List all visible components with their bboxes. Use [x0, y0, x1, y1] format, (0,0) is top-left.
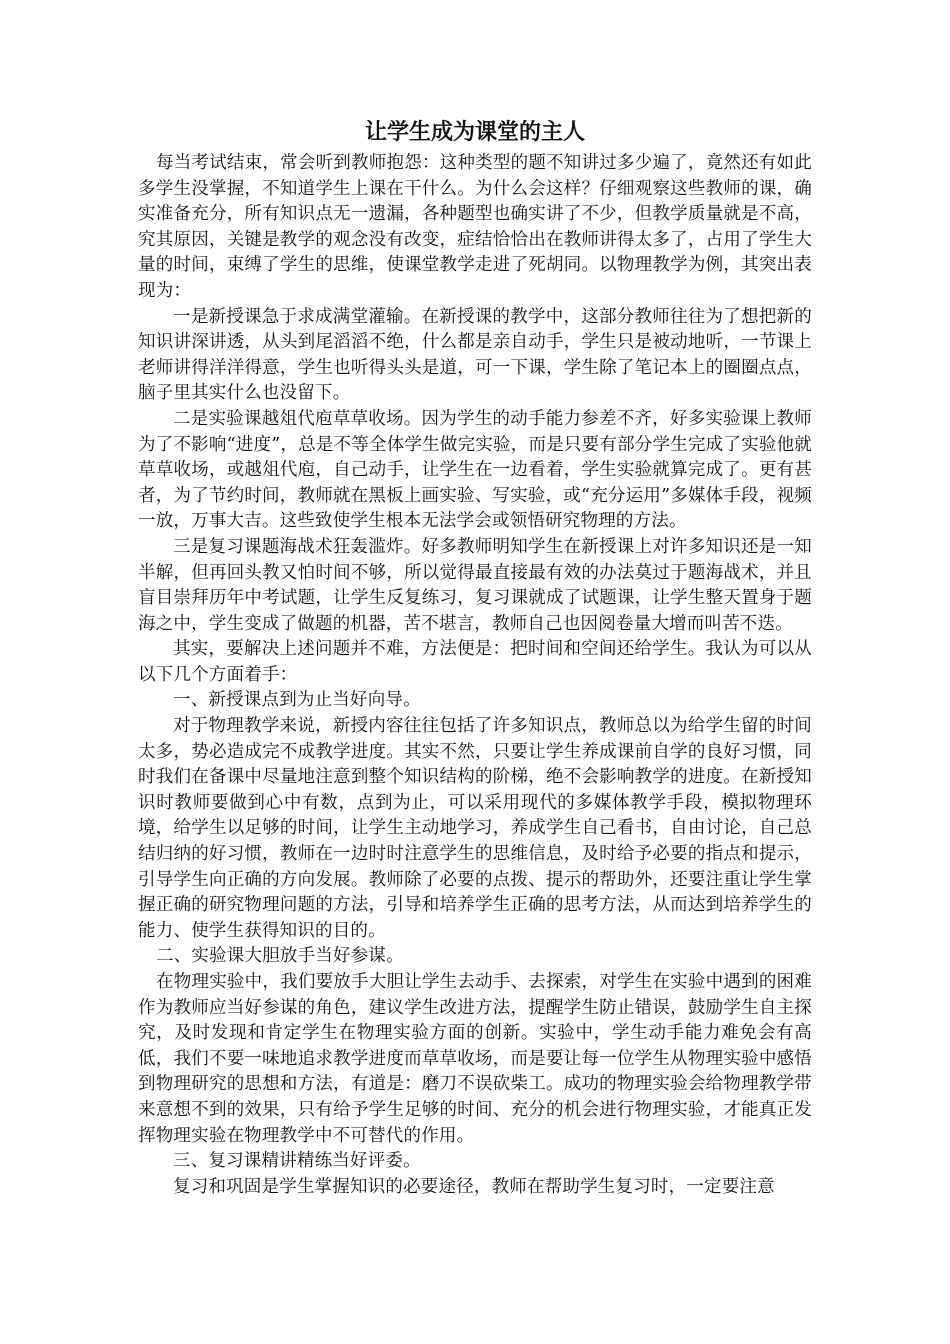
paragraph-intro: 每当考试结束，常会听到教师抱怨：这种类型的题不知讲过多少遍了，竟然还有如此多学生没掌握，不知道学生上课在干什么。为什么会这样？仔细观察这些教师的课，确实准备充分，所有知识点无一遗漏，各种题型也确实讲了不少，但教学质量就是不高，究其原因，关键是教学的观念没有改变，症结恰恰出在教师讲得太多了，占用了学生大量的时间，束缚了学生的思维，使课堂教学走进了死胡同。以物理教学为例，其突出表现为： [138, 153, 812, 301]
paragraph-problem-3: 三是复习课题海战术狂轰滥炸。好多教师明知学生在新授课上对许多知识还是一知半解，但再回头教又怕时间不够，所以觉得最直接最有效的办法莫过于题海战术，并且盲目崇拜历年中考试题，让学生反复练习，复习课就成了试题课，让学生整天置身于题海之中，学生变成了做题的机器，苦不堪言，教师自己也因阅卷量大增而叫苦不迭。 [138, 536, 812, 634]
paragraph-problem-1: 一是新授课急于求成满堂灌输。在新授课的教学中，这部分教师往往为了想把新的知识讲深讲透，从头到尾滔滔不绝，什么都是亲自动手，学生只是被动地听，一节课上老师讲得洋洋得意，学生也听得头头是道，可一下课，学生除了笔记本上的圈圈点点，脑子里其实什么也没留下。 [138, 306, 812, 404]
paragraph-solution: 其实，要解决上述问题并不难，方法便是：把时间和空间还给学生。我认为可以从以下几个方面着手： [138, 639, 812, 685]
section-heading-3: 三、复习课精讲精练当好评委。 [173, 1151, 421, 1172]
paragraph-section-1: 对于物理教学来说，新授内容往往包括了许多知识点，教师总以为给学生留的时间太多，势必造成完不成教学进度。其实不然，只要让学生养成课前自学的良好习惯，同时我们在备课中尽量地注意到整个知识结构的阶梯，绝不会影响教学的进度。在新授知识时教师要做到心中有数，点到为止，可以采用现代的多媒体教学手段，模拟物理环境，给学生以足够的时间，让学生主动地学习，养成学生自己看书，自由讨论，自己总结归纳的好习惯，教师在一边时时注意学生的思维信息，及时给予必要的指点和提示，引导学生向正确的方向发展。教师除了必要的点拨、提示的帮助外，还要注重让学生掌握正确的研究物理问题的方法，引导和培养学生正确的思考方法，从而达到培养学生的能力、使学生获得知识的目的。 [138, 716, 812, 941]
paragraph-section-3: 复习和巩固是学生掌握知识的必要途径，教师在帮助学生复习时，一定要注意 [173, 1176, 775, 1197]
paragraph-problem-2: 二是实验课越俎代庖草草收场。因为学生的动手能力参差不齐，好多实验课上教师为了不影响“进度”，总是不等全体学生做完实验，而是只要有部分学生完成了实验他就草草收场，或越俎代庖，自己动手，让学生在一边看着，学生实验就算完成了。更有甚者，为了节约时间，教师就在黑板上画实验、写实验，或“充分运用”多媒体手段，视频一放，万事大吉。这些致使学生根本无法学会或领悟研究物理的方法。 [138, 408, 812, 532]
paragraph-section-2: 在物理实验中，我们要放手大胆让学生去动手、去探索，对学生在实验中遇到的困难作为教师应当好参谋的角色，建议学生改进方法，提醒学生防止错误，鼓励学生自主探究，及时发现和肯定学生在物理实验方面的创新。实验中，学生动手能力难免会有高低，我们不要一味地追求教学进度而草草收场，而是要让每一位学生从物理实验中感悟到物理研究的思想和方法，有道是：磨刀不误砍柴工。成功的物理实验会给物理教学带来意想不到的效果，只有给予学生足够的时间、充分的机会进行物理实验，才能真正发挥物理实验在物理教学中不可替代的作用。 [138, 972, 812, 1146]
page-title: 让学生成为课堂的主人 [364, 120, 585, 145]
section-heading-1: 一、新授课点到为止当好向导。 [173, 690, 421, 711]
document-body [138, 151, 812, 1200]
section-heading-2: 二、实验课大胆放手当好参谋。 [156, 946, 404, 967]
